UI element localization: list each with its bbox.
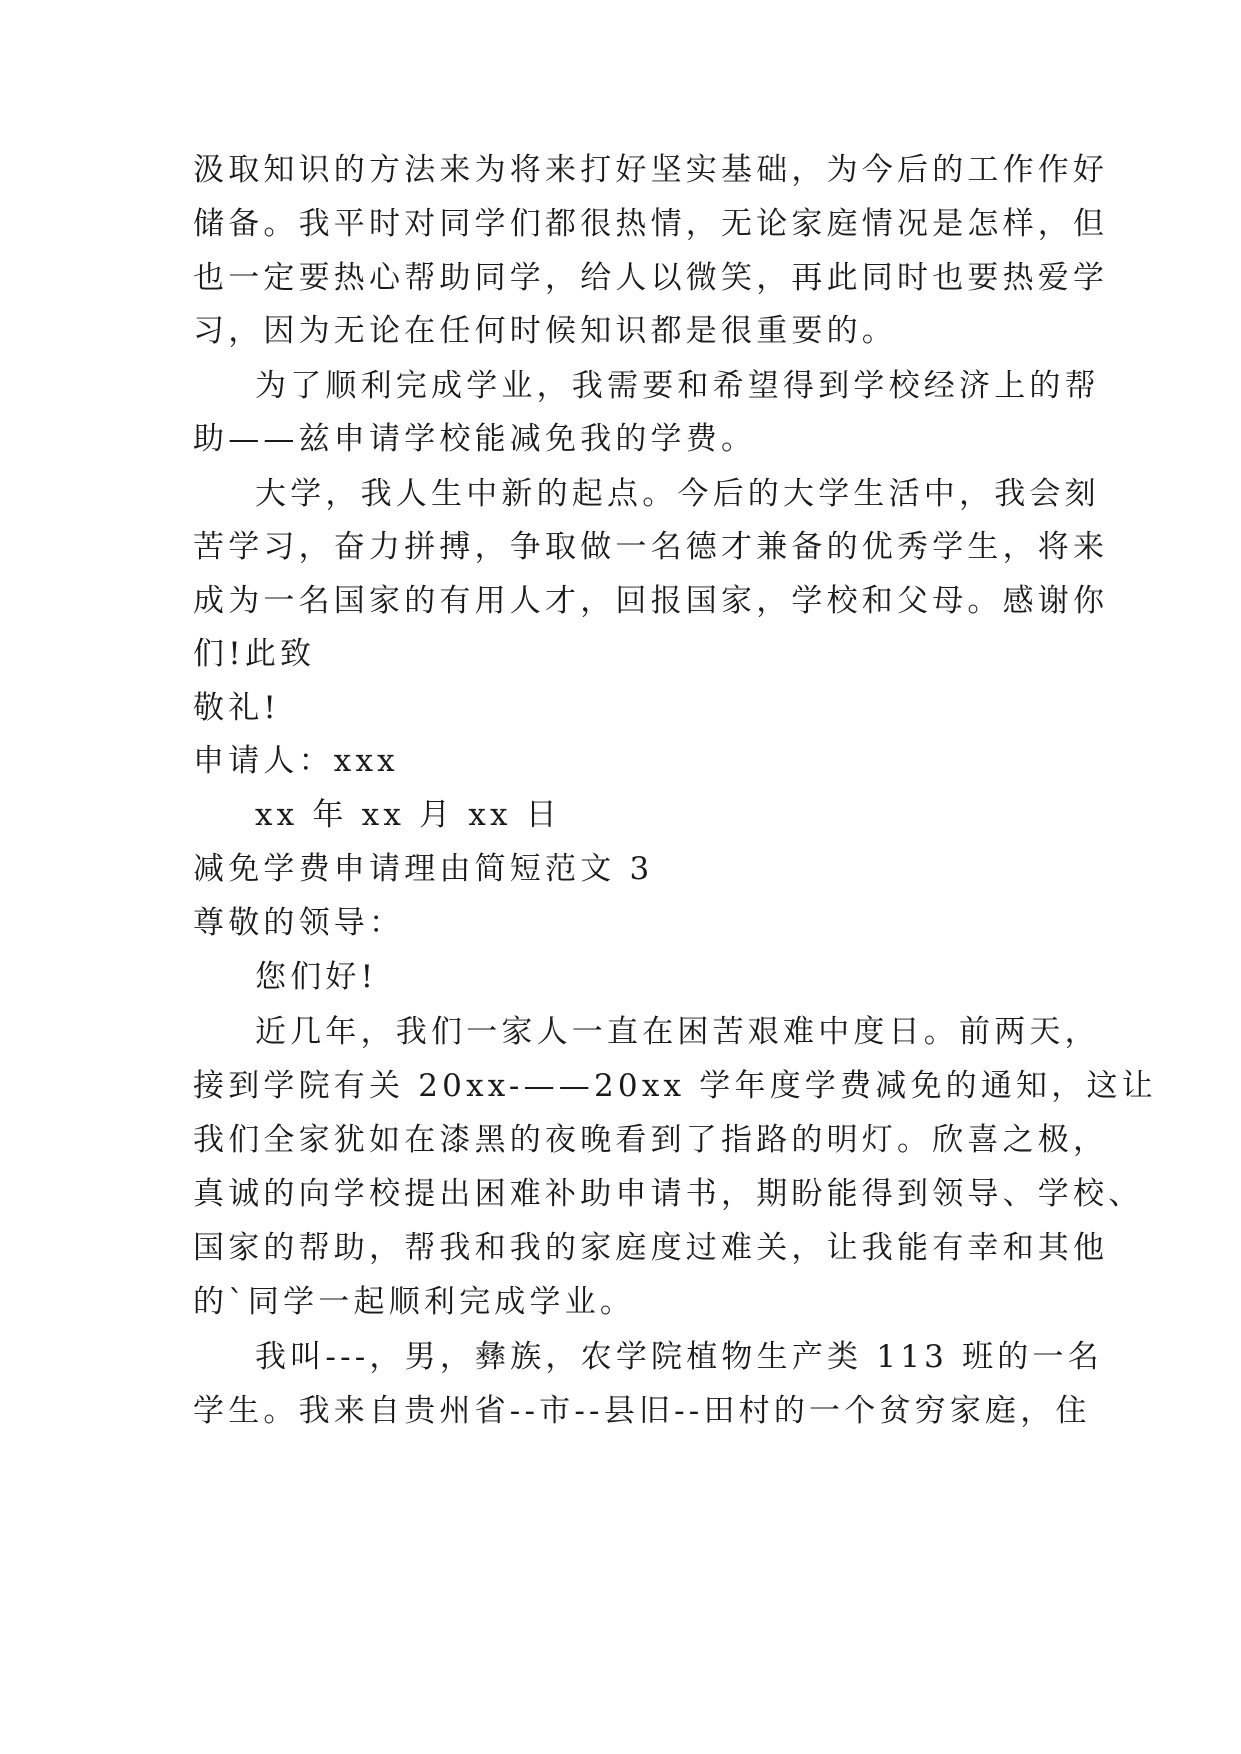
- section-heading: 减免学费申请理由简短范文 3: [193, 851, 654, 887]
- paragraph-start-line: 为了顺利完成学业，我需要和希望得到学校经济上的帮: [255, 368, 1100, 404]
- text-line: 学生。我来自贵州省--市--县旧--田村的一个贫穷家庭，住: [193, 1393, 1091, 1429]
- paragraph-start-line: 我叫---，男，彝族，农学院植物生产类 113 班的一名: [255, 1339, 1103, 1375]
- greeting-line: 您们好!: [255, 959, 378, 995]
- paragraph-start-line: 大学，我人生中新的起点。今后的大学生活中，我会刻: [255, 476, 1100, 512]
- text-line: 储备。我平时对同学们都很热情，无论家庭情况是怎样，但: [193, 206, 1109, 242]
- greeting-recipient: 尊敬的领导：: [193, 905, 405, 941]
- text-line: 苦学习，奋力拼搏，争取做一名德才兼备的优秀学生，将来: [193, 529, 1109, 565]
- paragraph-start-line: 近几年，我们一家人一直在困苦艰难中度日。前两天，: [255, 1014, 1100, 1050]
- text-line: 汲取知识的方法来为将来打好坚实基础，为今后的工作作好: [193, 152, 1109, 188]
- closing-salutation: 敬礼!: [193, 690, 281, 726]
- text-line: 助——兹申请学校能减免我的学费。: [193, 421, 757, 457]
- text-line: 成为一名国家的有用人才，回报国家，学校和父母。感谢你: [193, 583, 1109, 619]
- applicant-line: 申请人：xxx: [193, 743, 399, 779]
- text-line: 国家的帮助，帮我和我的家庭度过难关，让我能有幸和其他: [193, 1230, 1109, 1266]
- text-line: 我们全家犹如在漆黑的夜晚看到了指路的明灯。欣喜之极，: [193, 1122, 1109, 1158]
- text-line: 也一定要热心帮助同学，给人以微笑，再此同时也要热爱学: [193, 260, 1109, 296]
- date-line: xx 年 xx 月 xx 日: [255, 797, 561, 833]
- text-line: 接到学院有关 20xx-——20xx 学年度学费减免的通知，这让: [193, 1068, 1157, 1104]
- text-line: 真诚的向学校提出困难补助申请书，期盼能得到领导、学校、: [193, 1176, 1144, 1212]
- text-line: 们!此致: [193, 636, 316, 672]
- text-line: 的`同学一起顺利完成学业。: [193, 1284, 636, 1320]
- text-line: 习，因为无论在任何时候知识都是很重要的。: [193, 313, 897, 349]
